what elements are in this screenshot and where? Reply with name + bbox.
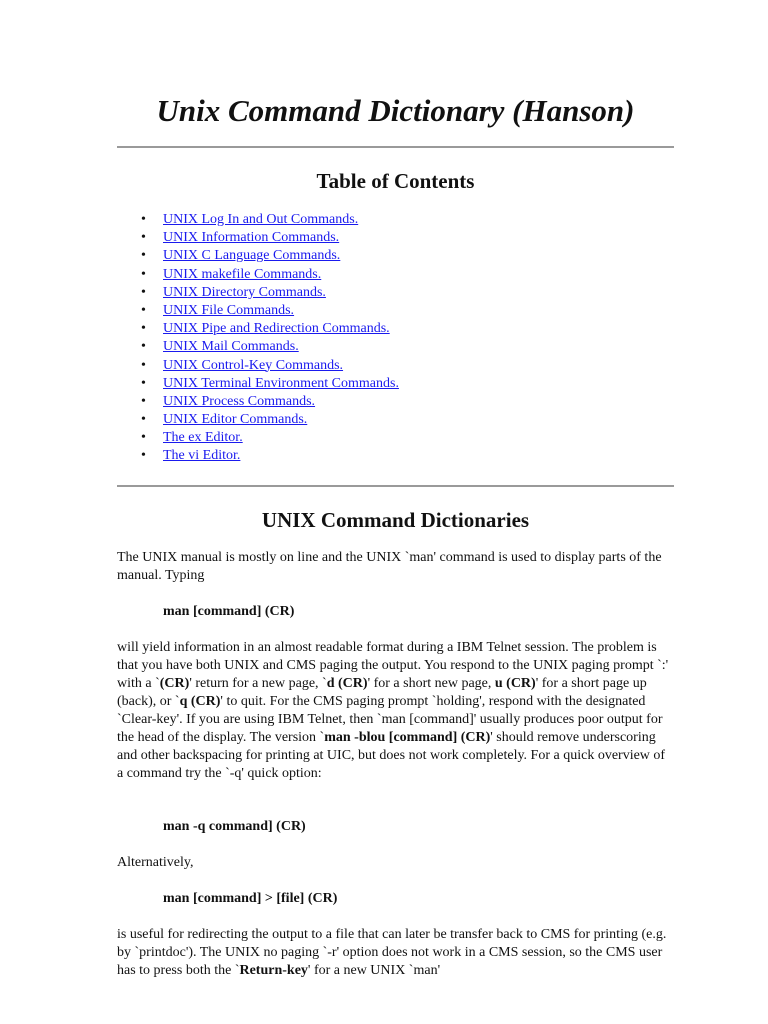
toc-link-mail[interactable]: UNIX Mail Commands. bbox=[163, 339, 299, 355]
intro-paragraph: The UNIX manual is mostly on line and the UNIX `man' command is used to display parts of the manual. Typing bbox=[117, 550, 662, 583]
toc-link-process[interactable]: UNIX Process Commands. bbox=[163, 393, 316, 409]
toc-item bbox=[163, 302, 399, 320]
toc-link-control-key[interactable]: UNIX Control-Key Commands. bbox=[163, 357, 344, 373]
toc-item bbox=[163, 411, 399, 429]
toc-item bbox=[163, 284, 399, 302]
toc-link-ex-editor[interactable]: The ex Editor. bbox=[163, 430, 243, 446]
toc-item bbox=[163, 211, 399, 229]
toc-item bbox=[163, 229, 399, 247]
divider-top bbox=[117, 146, 674, 148]
toc-link-editor[interactable]: UNIX Editor Commands. bbox=[163, 412, 308, 428]
toc-item bbox=[163, 357, 399, 375]
toc-link-vi-editor[interactable]: The vi Editor. bbox=[163, 448, 241, 464]
command-example-man: man [command] (CR) bbox=[163, 604, 295, 619]
command-example-man-q: man -q command] (CR) bbox=[163, 819, 306, 834]
toc-link-terminal-environment[interactable]: UNIX Terminal Environment Commands. bbox=[163, 375, 399, 391]
toc-item bbox=[163, 247, 399, 265]
toc-link-makefile[interactable]: UNIX makefile Commands. bbox=[163, 266, 322, 282]
section-heading: UNIX Command Dictionaries bbox=[261, 508, 530, 532]
toc-item bbox=[163, 447, 399, 465]
toc-item bbox=[163, 393, 399, 411]
toc-item bbox=[163, 320, 399, 338]
toc-link-login[interactable]: UNIX Log In and Out Commands. bbox=[163, 212, 359, 227]
toc-link-information[interactable]: UNIX Information Commands. bbox=[163, 230, 340, 246]
command-example-man-redirect: man [command] > [file] (CR) bbox=[163, 891, 338, 906]
paging-paragraph: will yield information in an almost readable format during a IBM Telnet session. The problem is that you have both UNIX and CMS paging the output. You respond to the UNIX paging prompt `:' with a `(CR)' return for a new page, `d (CR)' for a short new page, u (CR)' for a short page up (back), or `q (CR)' to quit. For the CMS paging prompt `holding', respond with the designated `Clear-key'. If you are using IBM Telnet, then `man [command]' usually produces poor output for the head of the display. The version `man -blou [command] (CR)' should remove underscoring and other backspacing for printing at UIC, but does not work completely. For a quick overview of a command try the `-q' quick option: bbox=[117, 640, 669, 781]
page-title: Unix Command Dictionary (Hanson) bbox=[156, 93, 635, 128]
redirect-paragraph: is useful for redirecting the output to a file that can later be transfer back to CMS for printing (e.g. by `printdoc'). The UNIX no paging `-r' option does not work in a CMS session, so the CMS user has to press both the `Return-key' for a new UNIX `man' bbox=[117, 927, 667, 978]
divider-middle bbox=[117, 485, 674, 487]
toc-link-directory[interactable]: UNIX Directory Commands. bbox=[163, 284, 326, 300]
toc-link-pipe-redirection[interactable]: UNIX Pipe and Redirection Commands. bbox=[163, 321, 390, 337]
alternatively-text: Alternatively, bbox=[117, 855, 194, 870]
toc-link-file[interactable]: UNIX File Commands. bbox=[163, 302, 295, 318]
toc-item bbox=[163, 338, 399, 356]
toc-item bbox=[163, 266, 399, 284]
toc-list bbox=[117, 211, 399, 466]
toc-item bbox=[163, 375, 399, 393]
toc-link-c-language[interactable]: UNIX C Language Commands. bbox=[163, 248, 341, 264]
toc-heading: Table of Contents bbox=[316, 169, 475, 193]
toc-item bbox=[163, 429, 399, 447]
